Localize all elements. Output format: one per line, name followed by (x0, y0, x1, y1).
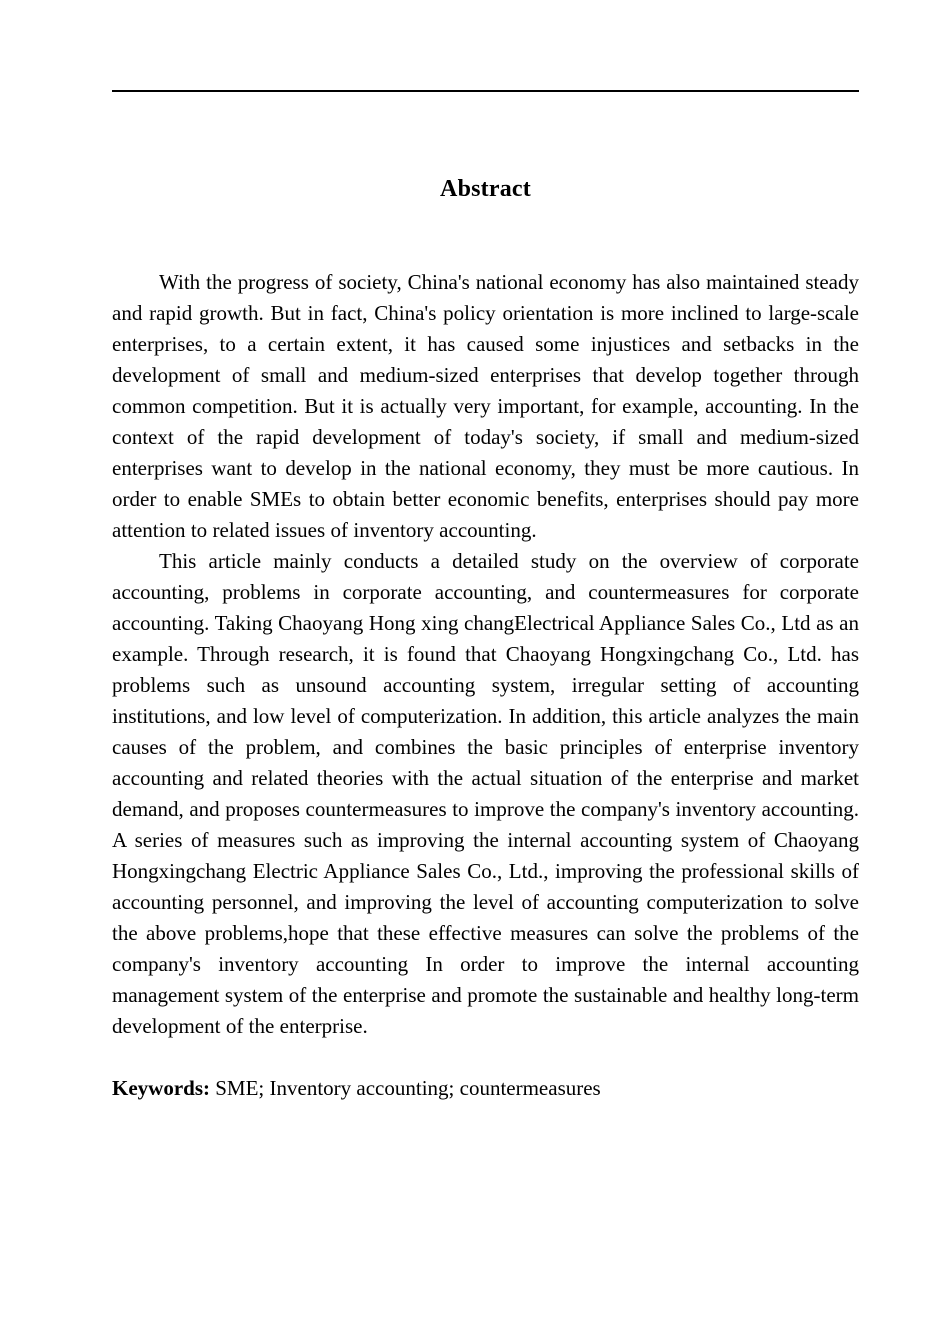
keywords-label: Keywords: (112, 1076, 216, 1100)
abstract-body (112, 205, 859, 1042)
abstract-paragraph-1: With the progress of society, China's national economy has also maintained steady and rapid growth. But in fact, China's policy orientation is more inclined to large-scale enterprises, to a certain extent, it has caused some injustices and setbacks in the development of small and medium-sized enterprises that develop together through common competition. But it is actually very important, for example, accounting. In the context of the rapid development of today's society, if small and medium-sized enterprises want to develop in the national economy, they must be more cautious. In order to enable SMEs to obtain better economic benefits, enterprises should pay more attention to related issues of inventory accounting. (112, 270, 859, 542)
document-content (112, 92, 859, 1104)
page-header (112, 0, 859, 92)
abstract-paragraph-2: This article mainly conducts a detailed study on the overview of corporate accounting, problems in corporate accounting, and countermeasures for corporate accounting. Taking Chaoyang Hong xing changElectrical Appliance Sales Co., Ltd as an example. Through research, it is found that Chaoyang Hongxingchang Co., Ltd. has problems such as unsound accounting system, irregular setting of accounting institutions, and low level of computerization. In addition, this article analyzes the main causes of the problem, and combines the basic principles of enterprise inventory accounting and related theories with the actual situation of the enterprise and market demand, and proposes countermeasures to improve the company's inventory accounting. A series of measures such as improving the internal accounting system of Chaoyang Hongxingchang Electric Appliance Sales Co., Ltd., improving the professional skills of accounting personnel, and improving the level of accounting computerization to solve the above problems,hope that these effective measures can solve the problems of the company's inventory accounting In order to improve the internal accounting management system of the enterprise and promote the sustainable and healthy long-term development of the enterprise. (112, 549, 859, 1038)
keywords-value: SME; Inventory accounting; countermeasures (215, 1076, 601, 1100)
page-title: Abstract (440, 176, 531, 202)
keywords-line (112, 1042, 859, 1104)
